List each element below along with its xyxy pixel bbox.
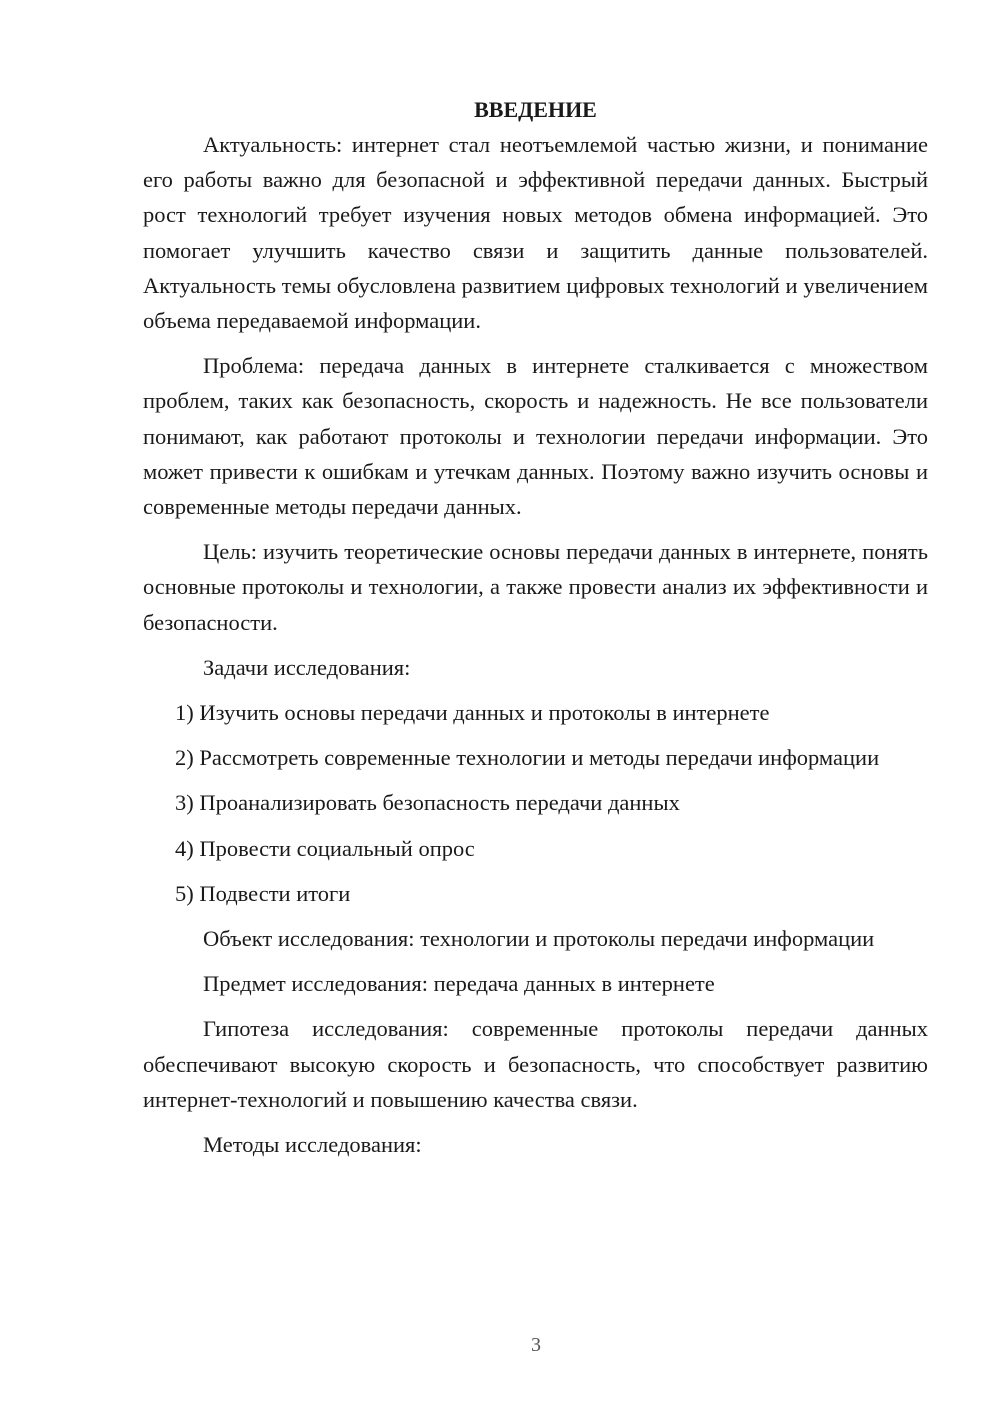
task-item: 2) Рассмотреть современные технологии и методы передачи информации <box>175 745 880 771</box>
section-heading: ВВЕДЕНИЕ <box>474 97 597 122</box>
paragraph-problem: Проблема: передача данных в интернете сталкивается с множеством проблем, таких как безопасность, скорость и надежность. Не все пользователи понимают, как работают протоколы и технологии передачи информации. Это может привести к ошибкам и утечкам данных. Поэтому важно изучить основы и современные методы передачи данных. <box>143 353 928 520</box>
task-item: 3) Проанализировать безопасность передачи данных <box>175 790 680 816</box>
task-item: 5) Подвести итоги <box>175 880 351 906</box>
page-content <box>143 92 928 1172</box>
paragraph-subject: Предмет исследования: передача данных в интернете <box>203 971 715 997</box>
paragraph-tasks-heading: Задачи исследования: <box>203 654 411 680</box>
page-number: 3 <box>531 1334 541 1356</box>
paragraph-goal: Цель: изучить теоретические основы передачи данных в интернете, понять основные протоколы и технологии, а также провести анализ их эффективности и безопасности. <box>143 539 928 635</box>
paragraph-hypothesis: Гипотеза исследования: современные протоколы передачи данных обеспечивают высокую скорость и безопасность, что способствует развитию интернет-технологий и повышению качества связи. <box>143 1016 928 1112</box>
paragraph-methods: Методы исследования: <box>203 1132 422 1158</box>
task-item: 1) Изучить основы передачи данных и протоколы в интернете <box>175 700 770 726</box>
paragraph-relevance: Актуальность: интернет стал неотъемлемой частью жизни, и понимание его работы важно для безопасной и эффективной передачи данных. Быстрый рост технологий требует изучения новых методов обмена информацией. Это помогает улучшить качество связи и защитить данные пользователей. Актуальность темы обусловлена развитием цифровых технологий и увеличением объема передаваемой информации. <box>143 132 928 334</box>
paragraph-object: Объект исследования: технологии и протоколы передачи информации <box>203 926 875 952</box>
task-item: 4) Провести социальный опрос <box>175 835 475 861</box>
